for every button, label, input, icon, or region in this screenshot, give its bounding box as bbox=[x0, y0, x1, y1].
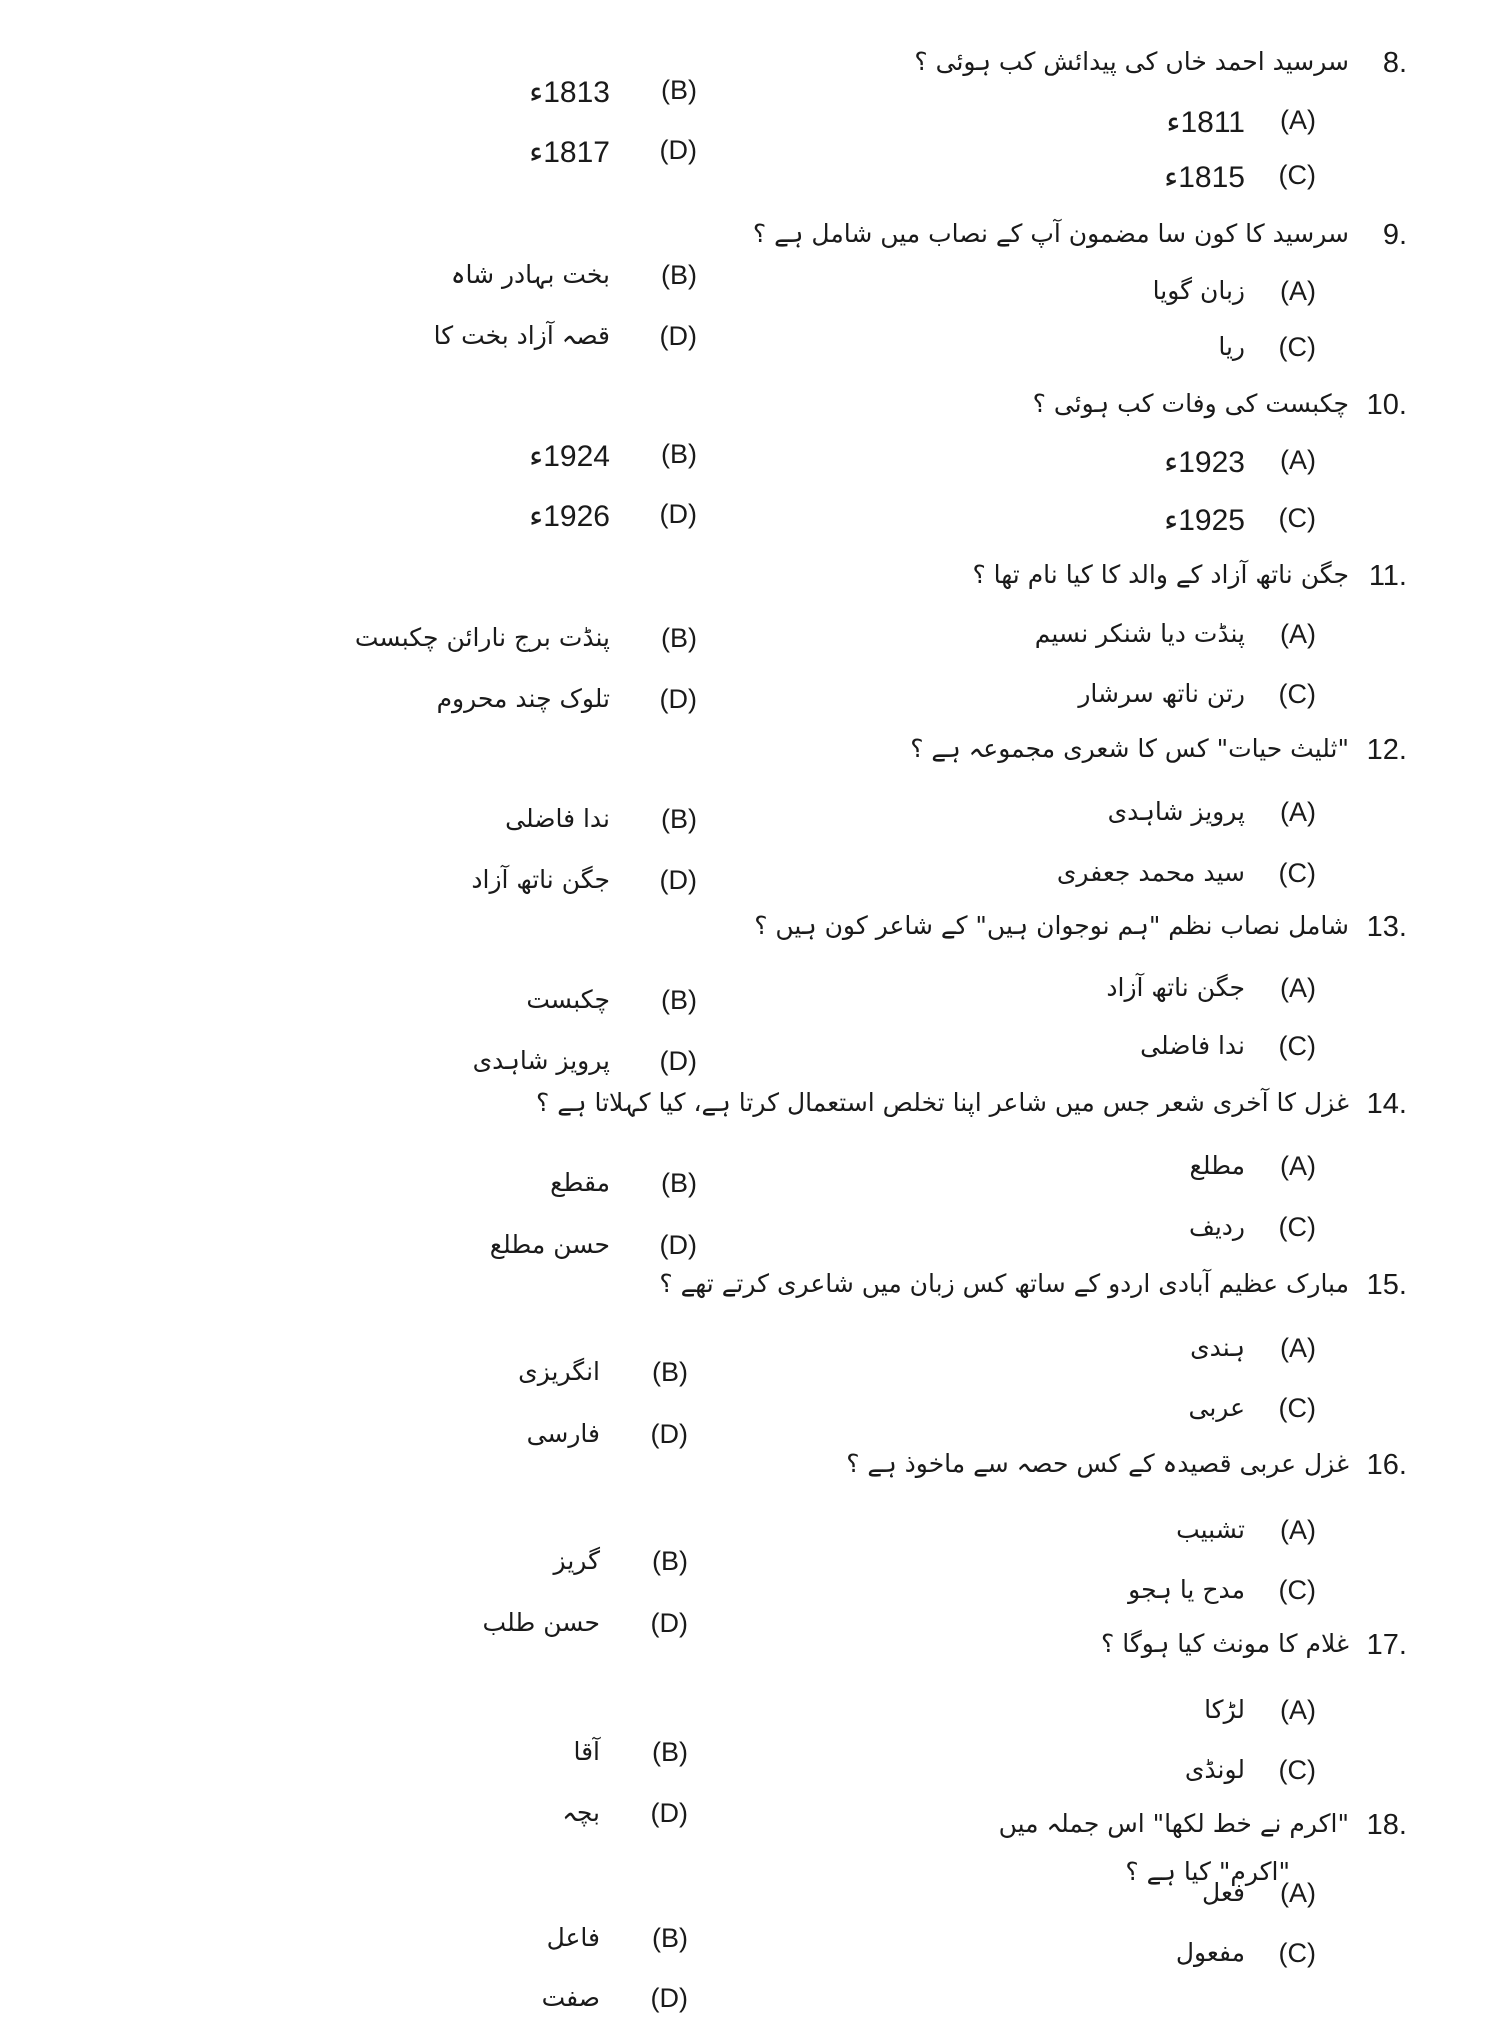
option-b: آقا bbox=[573, 1737, 600, 1766]
option-a: تشبیب bbox=[1176, 1515, 1245, 1544]
option-b: انگریزی bbox=[518, 1357, 600, 1386]
option-label-a: (A) bbox=[1280, 1878, 1316, 1908]
option-label-d: (D) bbox=[659, 865, 697, 895]
option-c: رتن ناتھ سرشار bbox=[1078, 679, 1245, 708]
question-text: غزل عربی قصیدہ کے کس حصہ سے ماخوذ ہے ؟ bbox=[846, 1449, 1349, 1478]
option-label-d: (D) bbox=[659, 1046, 697, 1076]
option-d: جگن ناتھ آزاد bbox=[471, 865, 610, 894]
question-number: 10. bbox=[1366, 389, 1407, 421]
option-a: پرویز شاہدی bbox=[1107, 797, 1245, 826]
option-c: مدح یا ہجو bbox=[1128, 1575, 1245, 1604]
option-label-b: (B) bbox=[661, 439, 697, 469]
option-label-b: (B) bbox=[661, 75, 697, 105]
question-text: سرسید کا کون سا مضمون آپ کے نصاب میں شامل ہے ؟ bbox=[752, 219, 1349, 248]
option-label-c: (C) bbox=[1278, 858, 1316, 888]
question-text: سرسید احمد خاں کی پیدائش کب ہوئی ؟ bbox=[914, 47, 1349, 76]
question-number: 9. bbox=[1382, 219, 1407, 251]
option-label-d: (D) bbox=[659, 684, 697, 714]
option-label-c: (C) bbox=[1278, 1212, 1316, 1242]
option-label-a: (A) bbox=[1280, 1151, 1316, 1181]
option-label-b: (B) bbox=[652, 1737, 688, 1767]
option-label-c: (C) bbox=[1278, 160, 1316, 190]
option-label-d: (D) bbox=[650, 1608, 688, 1638]
option-b: 1924ء bbox=[529, 440, 610, 473]
option-label-c: (C) bbox=[1278, 1938, 1316, 1968]
option-label-c: (C) bbox=[1278, 1575, 1316, 1605]
question-number: 11. bbox=[1368, 560, 1407, 592]
option-a: پنڈت دیا شنکر نسیم bbox=[1034, 619, 1245, 648]
option-label-c: (C) bbox=[1278, 332, 1316, 362]
question-text: غلام کا مونث کیا ہوگا ؟ bbox=[1101, 1629, 1349, 1658]
question-text: جگن ناتھ آزاد کے والد کا کیا نام تھا ؟ bbox=[972, 560, 1349, 589]
option-label-b: (B) bbox=[652, 1546, 688, 1576]
option-label-c: (C) bbox=[1278, 1393, 1316, 1423]
option-c: 1925ء bbox=[1164, 504, 1245, 537]
option-label-a: (A) bbox=[1280, 105, 1316, 135]
option-d: حسن مطلع bbox=[489, 1230, 610, 1259]
option-c: ریا bbox=[1218, 332, 1245, 361]
option-d: قصہ آزاد بخت کا bbox=[433, 321, 610, 350]
question-number: 17. bbox=[1366, 1629, 1407, 1661]
option-a: جگن ناتھ آزاد bbox=[1106, 973, 1245, 1002]
option-c: ردیف bbox=[1188, 1212, 1245, 1241]
option-d: فارسی bbox=[526, 1419, 600, 1448]
option-label-d: (D) bbox=[650, 1983, 688, 2013]
option-label-c: (C) bbox=[1278, 1755, 1316, 1785]
question-number: 15. bbox=[1366, 1269, 1407, 1301]
option-label-a: (A) bbox=[1280, 445, 1316, 475]
option-d: پرویز شاہدی bbox=[472, 1046, 610, 1075]
option-b: گریز bbox=[553, 1546, 600, 1575]
option-a: 1811ء bbox=[1166, 106, 1245, 139]
option-d: حسن طلب bbox=[482, 1608, 600, 1637]
question-text: چکبست کی وفات کب ہوئی ؟ bbox=[1032, 389, 1349, 418]
option-b: بخت بہادر شاہ bbox=[450, 260, 610, 289]
option-b: فاعل bbox=[546, 1923, 600, 1952]
option-label-a: (A) bbox=[1280, 1695, 1316, 1725]
option-d: تلوک چند محروم bbox=[436, 684, 610, 713]
question-number: 8. bbox=[1382, 47, 1407, 79]
option-label-c: (C) bbox=[1278, 679, 1316, 709]
option-label-d: (D) bbox=[659, 321, 697, 351]
option-label-d: (D) bbox=[659, 1230, 697, 1260]
option-c: ندا فاضلی bbox=[1140, 1031, 1245, 1060]
option-a: مطلع bbox=[1189, 1151, 1245, 1180]
option-label-d: (D) bbox=[659, 499, 697, 529]
option-b: ندا فاضلی bbox=[505, 804, 610, 833]
option-label-b: (B) bbox=[661, 623, 697, 653]
option-d: بچہ bbox=[562, 1798, 600, 1827]
question-number: 16. bbox=[1366, 1449, 1407, 1481]
option-b: مقطع bbox=[550, 1168, 610, 1197]
option-label-b: (B) bbox=[661, 985, 697, 1015]
question-number: 14. bbox=[1366, 1088, 1407, 1120]
option-label-b: (B) bbox=[661, 260, 697, 290]
question-text: مبارک عظیم آبادی اردو کے ساتھ کس زبان میں شاعری کرتے تھے ؟ bbox=[659, 1269, 1349, 1298]
question-text: "ثلیث حیات" کس کا شعری مجموعہ ہے ؟ bbox=[910, 734, 1349, 763]
option-label-c: (C) bbox=[1278, 1031, 1316, 1061]
option-label-a: (A) bbox=[1280, 797, 1316, 827]
option-label-d: (D) bbox=[650, 1798, 688, 1828]
option-label-a: (A) bbox=[1280, 973, 1316, 1003]
option-label-b: (B) bbox=[661, 1168, 697, 1198]
option-b: چکبست bbox=[526, 985, 610, 1014]
option-d: 1926ء bbox=[529, 500, 610, 533]
option-d: صفت bbox=[541, 1983, 600, 2012]
option-a: زبان گویا bbox=[1152, 276, 1245, 305]
option-label-b: (B) bbox=[652, 1357, 688, 1387]
option-c: 1815ء bbox=[1164, 161, 1245, 194]
option-label-d: (D) bbox=[659, 135, 697, 165]
option-c: عربی bbox=[1188, 1393, 1245, 1422]
question-text: شامل نصاب نظم "ہم نوجوان ہیں" کے شاعر کون ہیں ؟ bbox=[754, 911, 1349, 940]
question-number: 18. bbox=[1366, 1809, 1407, 1841]
question-number: 12. bbox=[1366, 734, 1407, 766]
option-c: مفعول bbox=[1175, 1938, 1245, 1967]
option-label-c: (C) bbox=[1278, 503, 1316, 533]
option-label-a: (A) bbox=[1280, 1333, 1316, 1363]
option-d: 1817ء bbox=[529, 136, 610, 169]
option-b: پنڈت برج نارائن چکبست bbox=[354, 623, 610, 652]
option-c: سید محمد جعفری bbox=[1056, 858, 1245, 887]
question-text: "اکرم" کیا ہے ؟ bbox=[1125, 1857, 1290, 1886]
option-label-d: (D) bbox=[650, 1419, 688, 1449]
option-c: لونڈی bbox=[1184, 1755, 1245, 1784]
question-text: "اکرم نے خط لکھا" اس جملہ میں bbox=[998, 1809, 1349, 1838]
question-number: 13. bbox=[1366, 911, 1407, 943]
option-label-b: (B) bbox=[652, 1923, 688, 1953]
option-label-a: (A) bbox=[1280, 1515, 1316, 1545]
option-b: 1813ء bbox=[529, 76, 610, 109]
option-label-a: (A) bbox=[1280, 619, 1316, 649]
question-text: غزل کا آخری شعر جس میں شاعر اپنا تخلص استعمال کرتا ہے، کیا کہلاتا ہے ؟ bbox=[536, 1088, 1349, 1117]
option-label-a: (A) bbox=[1280, 276, 1316, 306]
option-a: 1923ء bbox=[1164, 446, 1245, 479]
option-label-b: (B) bbox=[661, 804, 697, 834]
option-a: لڑکا bbox=[1204, 1695, 1245, 1724]
option-a: ہندی bbox=[1190, 1333, 1245, 1362]
option-a: فعل bbox=[1202, 1878, 1245, 1907]
